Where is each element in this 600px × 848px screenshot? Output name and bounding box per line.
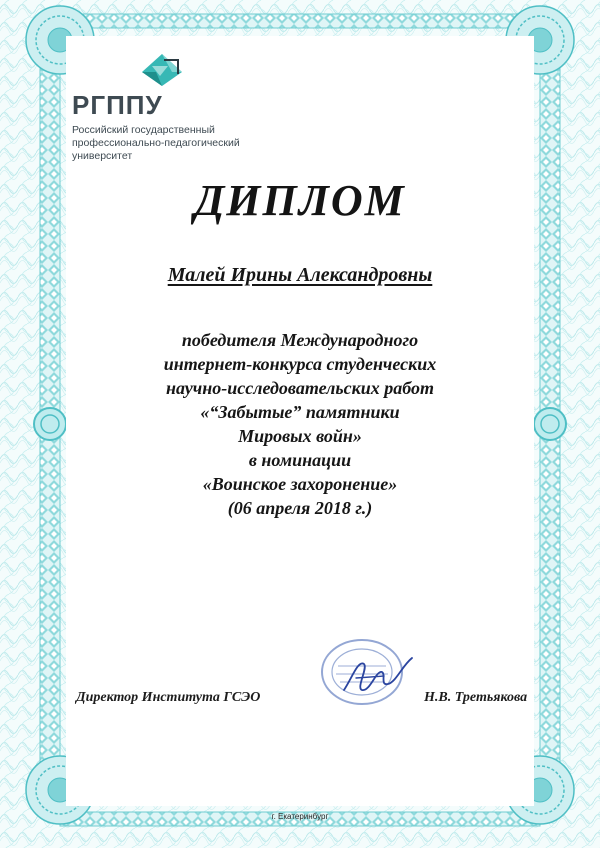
award-line: «Воинское захоронение» xyxy=(202,474,398,494)
award-line: интернет-конкурса студенческих xyxy=(163,354,437,374)
university-full-name xyxy=(72,124,272,163)
city-label: г. Екатеринбург xyxy=(271,812,329,821)
logo-emblem-icon xyxy=(138,50,184,90)
award-line: победителя Международного xyxy=(181,330,419,350)
university-name-line: профессионально-педагогический xyxy=(72,137,240,149)
signatory-role: Директор Института ГСЭО xyxy=(76,690,261,705)
award-line: Мировых войн» xyxy=(238,426,362,446)
award-line: «“Забытые” памятники xyxy=(200,402,400,422)
university-logo-block xyxy=(72,50,322,160)
handwritten-signature-icon xyxy=(338,650,418,700)
recipient-name: Малей Ирины Александровны xyxy=(167,264,433,286)
award-line: в номинации xyxy=(248,450,352,470)
award-description xyxy=(0,328,600,520)
university-name-line: Российский государственный xyxy=(72,124,215,136)
diploma-title: ДИПЛОМ xyxy=(194,176,406,225)
university-abbreviation: РГППУ xyxy=(72,90,163,120)
award-date: (06 апреля 2018 г.) xyxy=(227,498,373,518)
signatory-name: Н.В. Третьякова xyxy=(424,690,528,705)
award-line: научно-исследовательских работ xyxy=(166,378,434,398)
university-name-line: университет xyxy=(72,150,133,162)
